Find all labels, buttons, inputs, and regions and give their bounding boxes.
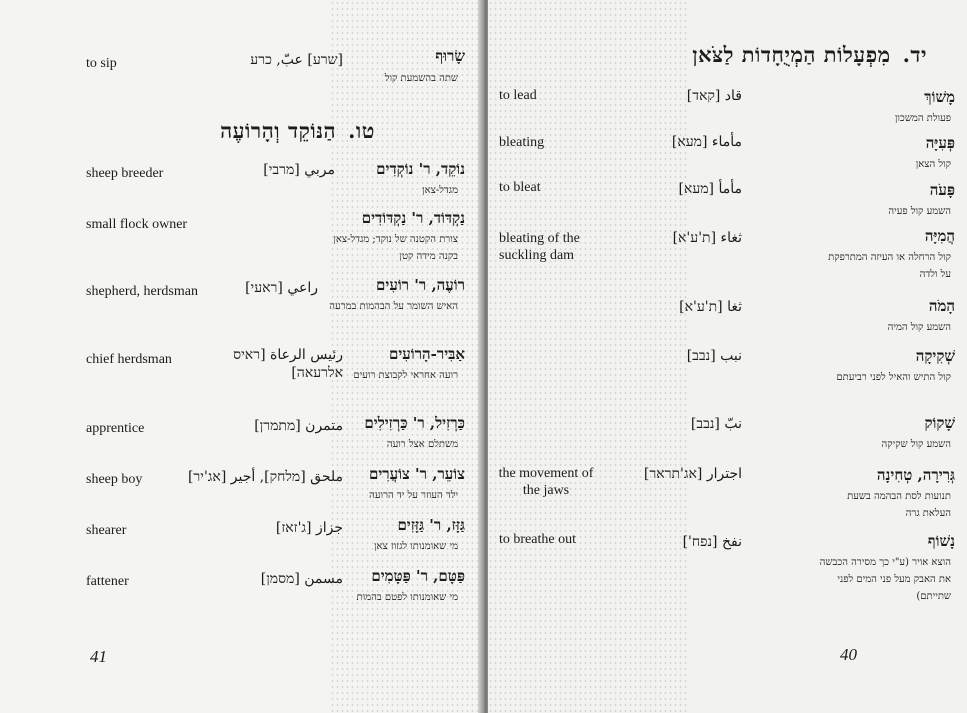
print-texture — [488, 0, 688, 713]
entry-english: sheep boy — [86, 472, 143, 487]
entry-english: apprentice — [86, 421, 145, 436]
section-number: יד. — [902, 42, 927, 67]
entry-arabic: [שרע] عبّ, כרע — [250, 52, 343, 68]
entry-definition: צורת הקטנה של נוקד; מגדל-צאן בקנה מידה קטן — [333, 234, 458, 262]
entry-arabic: مأمأ [מעא] — [678, 181, 742, 197]
entry-definition: משתלם אצל רועה — [386, 439, 458, 450]
entry-definition: קול הרחלה או העיזה המתרפקת על ולדה — [828, 252, 951, 280]
entry-hebrew: נַקְדּוֹד, ר' נַקְדּוֹדִים — [361, 209, 465, 227]
entry-arabic: ثغا [ת'ע'א] — [679, 299, 742, 315]
entry-hebrew: שָׁקוֹק — [924, 414, 955, 432]
entry-arabic: قاد [קאד] — [686, 88, 742, 104]
page-number: 40 — [840, 645, 857, 664]
entry-hebrew: מָשׁוֹךְ — [924, 88, 955, 106]
entry-definition: רועה אחראי לקבוצת רועים — [353, 370, 458, 381]
entry-english: to lead — [499, 88, 537, 103]
entry-hebrew: גַּזָּז, ר' גַּזָּזִים — [397, 516, 465, 534]
entry-english: bleating — [499, 135, 545, 150]
entry-arabic: رئيس الرعاة [ראיס אלרעאה] — [233, 347, 343, 381]
entry-english: to bleat — [499, 180, 541, 195]
entry-arabic: مسمن [מסמן] — [260, 571, 343, 587]
entry-hebrew: נָשׁוֹף — [927, 532, 955, 550]
section-number: טו. — [348, 118, 375, 143]
entry-definition: השמע קול שקיקה — [881, 439, 951, 450]
entry-arabic: اجترار [אג'תראר] — [643, 466, 742, 482]
entry-definition: מי שאומנותו לפטם בהמות — [356, 592, 458, 603]
entry-definition: קול הצאן — [915, 159, 951, 170]
entry-hebrew: פַּטָּם, ר' פַּטָּמִים — [371, 567, 465, 585]
entry-hebrew: נוֹקֵד, ר' נוֹקְדִים — [376, 160, 465, 178]
entry-english: chief herdsman — [86, 352, 172, 367]
entry-arabic: نبب [נבב] — [686, 348, 742, 364]
entry-english: to sip — [86, 56, 117, 71]
entry-arabic: ملحق [מלחק], أجير [אג'יר] — [187, 469, 343, 485]
section-title-text: מִפְעָלוֹת הַמְיֻחָדוֹת לַצֹּאן — [692, 42, 891, 67]
entry-hebrew: רוֹעֶה, ר' רוֹעִים — [376, 276, 465, 294]
entry-english: shearer — [86, 523, 127, 538]
entry-english: the movement of the jaws — [498, 466, 594, 498]
entry-definition: קול התיש והאיל לפני רביעתם — [836, 372, 951, 383]
entry-arabic: ثغاء [ת'ע'א] — [672, 230, 742, 246]
entry-arabic: جزاز [ג'זאז] — [275, 520, 343, 536]
left-page — [0, 0, 483, 713]
entry-definition: תנועות לסת הבהמה בשעת העלאת גרה — [847, 491, 951, 519]
entry-definition: מגדל-צאן — [422, 185, 458, 196]
entry-definition: מי שאומנותו לגזוז צאן — [373, 541, 458, 552]
entry-hebrew: פְּעִיָּה — [925, 134, 955, 152]
entry-hebrew: הָמֹה — [928, 297, 955, 315]
entry-english: sheep breeder — [86, 166, 164, 181]
entry-arabic: نفخ [נפח'] — [682, 534, 742, 550]
entry-hebrew: צוֹעֵר, ר' צוֹעֲרִים — [368, 465, 465, 483]
entry-definition: השמע קול פעיה — [888, 206, 951, 217]
entry-definition: השמע קול המיה — [887, 322, 951, 333]
entry-english: bleating of the suckling dam — [499, 231, 580, 263]
entry-hebrew: שְׁקִיקָה — [915, 347, 955, 365]
entry-hebrew: שָׂרוּף — [435, 47, 465, 65]
entry-definition: ילד העוזר על יד הרועה — [369, 490, 458, 501]
entry-arabic: متمرن [מתמרן] — [254, 418, 343, 434]
entry-english: small flock owner — [86, 217, 188, 232]
entry-arabic: مربي [מרבי] — [263, 162, 335, 178]
entry-arabic: مأماء [מעא] — [671, 134, 742, 150]
entry-hebrew: פָּעֹה — [929, 181, 955, 199]
entry-definition: שתה בהשמעת קול — [384, 73, 458, 84]
entry-arabic: نبّ [נבב] — [690, 416, 742, 432]
entry-hebrew: גְּרִירָה, טְחִינָה — [876, 466, 955, 484]
entry-arabic: راعي [ראעי] — [245, 280, 318, 296]
right-page — [488, 0, 967, 713]
entry-hebrew: כַּרְזִיל, ר' כַּרְזִילִים — [364, 414, 465, 432]
section-title — [692, 42, 927, 68]
entry-english: fattener — [86, 574, 129, 589]
entry-hebrew: אַבִּיר-הָרוֹעִים — [388, 345, 465, 363]
entry-english: shepherd, herdsman — [86, 284, 198, 299]
entry-definition: פעולת המשכון — [894, 113, 951, 124]
entry-definition: הוצא אויר (ע"י כך מסירה הכבשה את האבק מעל פני המים לפני שתייתם) — [819, 557, 951, 602]
section-title-text: הַנּוֹקֵד וְהָרוֹעֶה — [220, 118, 337, 143]
entry-hebrew: הֲמִיָּה — [924, 227, 955, 245]
section-title — [220, 118, 375, 144]
page-number: 41 — [90, 647, 107, 666]
entry-english: to breathe out — [499, 532, 576, 547]
entry-definition: האיש השומר על הבהמות במרעה — [329, 301, 458, 312]
